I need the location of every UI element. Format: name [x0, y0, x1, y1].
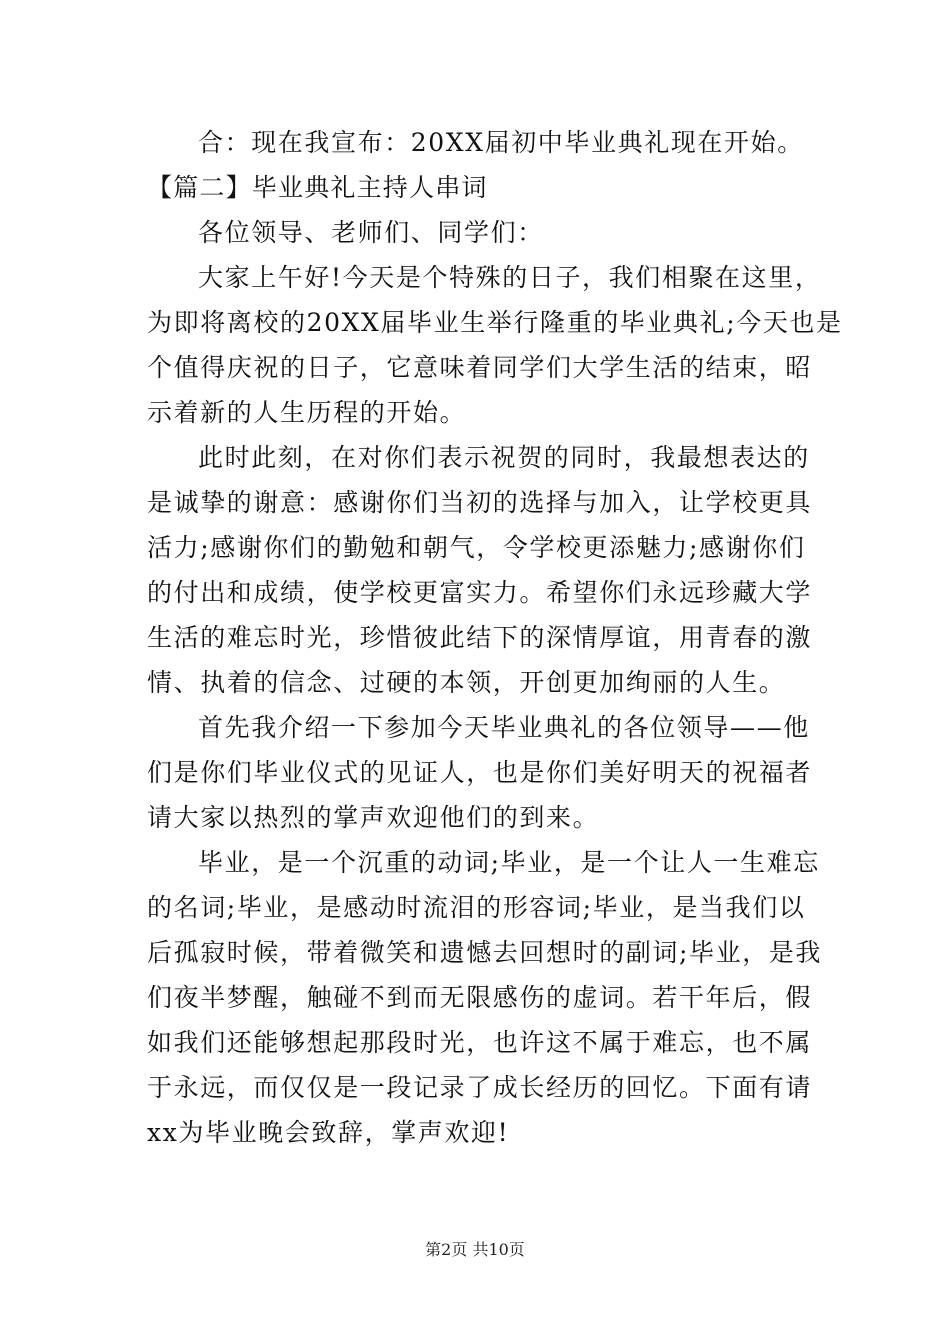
text-line: 个值得庆祝的日子，它意味着同学们大学生活的结束，昭	[147, 353, 813, 382]
text-line: 如我们还能够想起那段时光，也许这不属于难忘，也不属	[147, 1028, 813, 1057]
text-line: 活力;感谢你们的勤勉和朝气，令学校更添魅力;感谢你们	[147, 533, 806, 562]
text-line: 生活的难忘时光，珍惜彼此结下的深情厚谊，用青春的激	[147, 623, 813, 652]
text-line: 大家上午好!今天是个特殊的日子，我们相聚在这里，	[198, 263, 822, 292]
text-line: xx为毕业晚会致辞，掌声欢迎!	[147, 1118, 510, 1147]
page-footer: 第2页 共10页	[425, 1240, 525, 1259]
text-line: 请大家以热烈的掌声欢迎他们的到来。	[147, 803, 600, 832]
text-line: 示着新的人生历程的开始。	[147, 398, 467, 427]
text-line: 后孤寂时候，带着微笑和遗憾去回想时的副词;毕业，是我	[147, 938, 823, 967]
text-line: 于永远，而仅仅是一段记录了成长经历的回忆。下面有请	[147, 1073, 813, 1102]
text-line: 们夜半梦醒，触碰不到而无限感伤的虚词。若干年后，假	[147, 983, 813, 1012]
text-line: 的付出和成绩，使学校更富实力。希望你们永远珍藏大学	[147, 578, 813, 607]
text-line: 们是你们毕业仪式的见证人，也是你们美好明天的祝福者	[147, 758, 813, 787]
text-line: 合：现在我宣布：20XX届初中毕业典礼现在开始。	[198, 128, 804, 157]
text-line: 毕业，是一个沉重的动词;毕业，是一个让人一生难忘	[198, 848, 820, 877]
text-line: 是诚挚的谢意：感谢你们当初的选择与加入，让学校更具	[147, 488, 813, 517]
section-heading: 【篇二】毕业典礼主持人串词	[147, 173, 488, 202]
text-line: 情、执着的信念、过硬的本领，开创更加绚丽的人生。	[147, 668, 786, 697]
text-line: 为即将离校的20XX届毕业生举行隆重的毕业典礼;今天也是	[147, 308, 843, 337]
text-line: 此时此刻，在对你们表示祝贺的同时，我最想表达的	[198, 443, 810, 472]
text-line: 首先我介绍一下参加今天毕业典礼的各位领导——他	[198, 713, 810, 742]
text-line: 各位领导、老师们、同学们：	[198, 218, 544, 247]
text-line: 的名词;毕业，是感动时流泪的形容词;毕业，是当我们以	[147, 893, 806, 922]
